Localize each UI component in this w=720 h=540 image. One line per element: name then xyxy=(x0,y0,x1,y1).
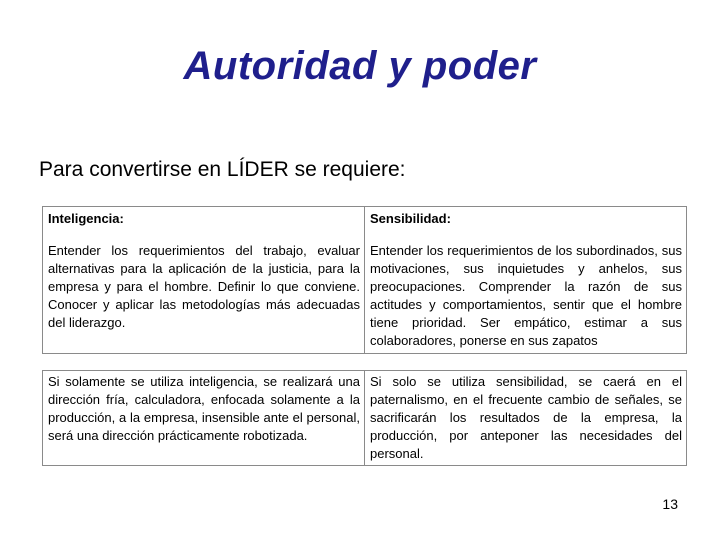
sensitivity-only-text: Si solo se utiliza sensibilidad, se caerá en el paternalismo, en el frecuente cambio de señales, se sacrificarán los resultados de la empresa, la producción, por anteponer las necesidades del personal. xyxy=(365,371,687,466)
sensitivity-header: Sensibilidad: xyxy=(370,211,451,226)
table-row xyxy=(43,371,687,466)
sensitivity-text: Entender los requerimientos de los subordinados, sus motivaciones, sus inquietudes y anhelos, sus preocupaciones. Comprender la razón de sus actitudes y comportamientos, sentir que el hombre tiene prioridad. Ser empático, estimar a sus colaboradores, ponerse en sus zapatos xyxy=(370,243,682,348)
slide-title: Autoridad y poder xyxy=(183,44,537,88)
table-row xyxy=(43,207,687,354)
slide-subtitle: Para convertirse en LÍDER se requiere: xyxy=(39,158,406,181)
page-number: 13 xyxy=(662,496,678,512)
comparison-table-top xyxy=(42,206,687,354)
intelligence-header: Inteligencia: xyxy=(48,211,124,226)
intelligence-only-text: Si solamente se utiliza inteligencia, se realizará una dirección fría, calculadora, enfocada solamente a la producción, a la empresa, insensible ante el personal, será una dirección prácticamente robotizada. xyxy=(43,371,365,466)
intelligence-cell xyxy=(43,207,365,354)
sensitivity-cell xyxy=(365,207,687,354)
comparison-table-bottom xyxy=(42,370,687,466)
intelligence-text: Entender los requerimientos del trabajo, evaluar alternativas para la aplicación de la justicia, para la empresa y para el hombre. Definir lo que conviene. Conocer y aplicar las metodologías más adecuadas del liderazgo. xyxy=(48,243,360,330)
